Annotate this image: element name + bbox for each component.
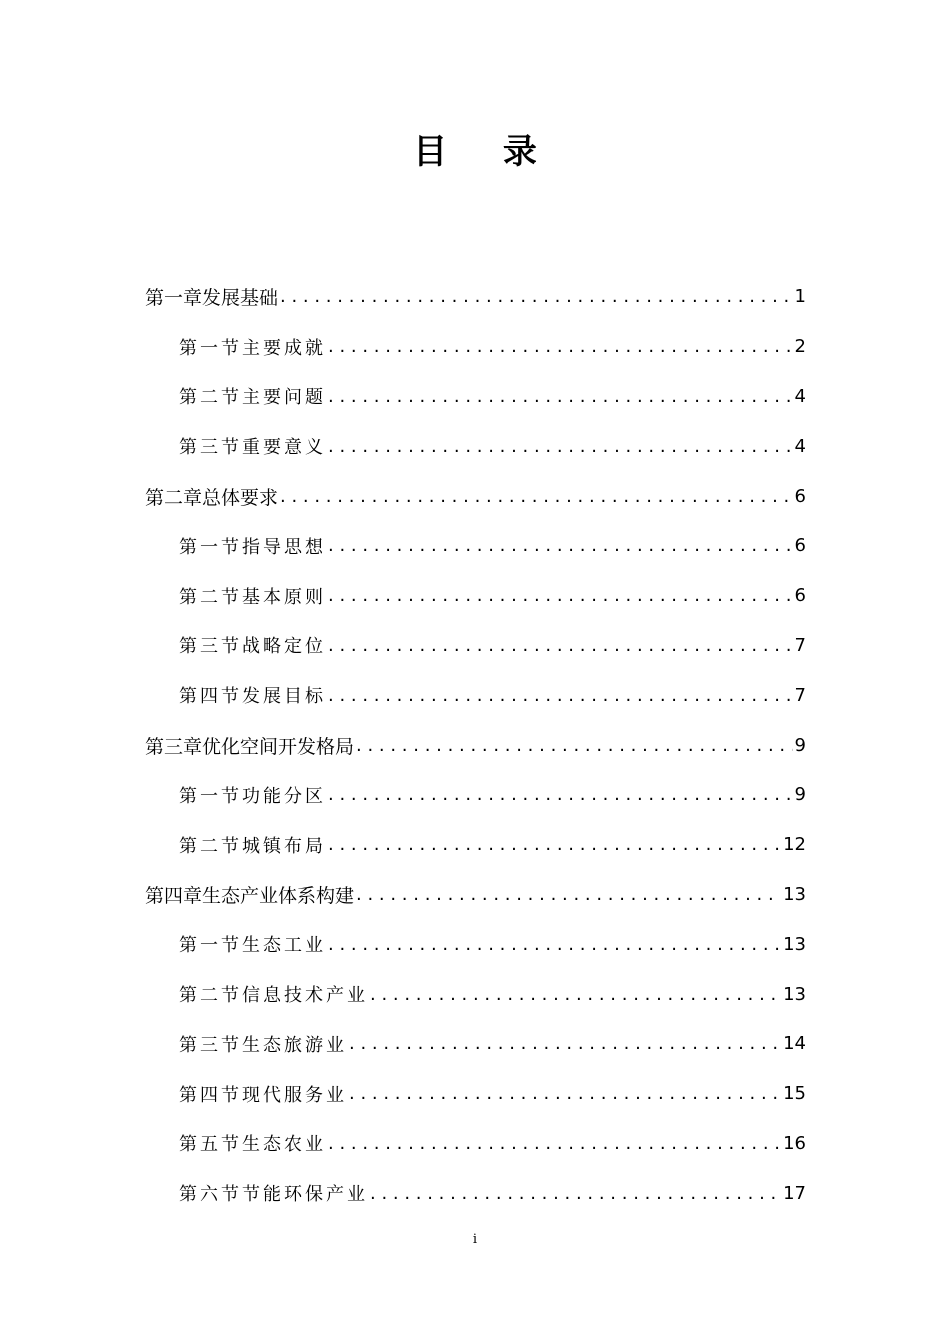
section-number: 第一节: [179, 536, 242, 558]
chapter-title: 发展基础: [202, 287, 279, 310]
toc-section-entry[interactable]: [0, 1069, 806, 1119]
page-number: 14: [783, 1033, 806, 1055]
section-title: 战略定位: [242, 636, 326, 658]
section-title: 基本原则: [242, 586, 326, 608]
toc-section-entry[interactable]: [0, 820, 806, 870]
section-title: 主要问题: [242, 387, 326, 409]
toc-section-entry[interactable]: [0, 1119, 806, 1169]
toc-chapter-entry[interactable]: [0, 471, 806, 521]
toc-section-entry[interactable]: [0, 571, 806, 621]
toc-section-entry[interactable]: [0, 372, 806, 422]
section-number: 第二节: [179, 985, 242, 1007]
dot-leader: [370, 1183, 781, 1204]
chapter-number: 第三章: [145, 735, 203, 758]
toc-section-entry[interactable]: [0, 770, 806, 820]
dot-leader: [328, 834, 781, 855]
dot-leader: [328, 585, 793, 606]
dot-leader: [328, 535, 793, 556]
page-title: 目 录: [413, 132, 559, 172]
toc-section-entry[interactable]: [0, 670, 806, 720]
toc-section-entry[interactable]: [0, 521, 806, 571]
dot-leader: [280, 486, 793, 507]
chapter-number: 第一章: [145, 287, 203, 310]
table-of-contents: [0, 272, 950, 1218]
section-number: 第五节: [179, 1134, 242, 1156]
section-number: 第一节: [179, 785, 242, 807]
toc-section-entry[interactable]: [0, 1019, 806, 1069]
section-number: 第一节: [179, 935, 242, 957]
section-title: 现代服务业: [242, 1084, 347, 1106]
dot-leader: [328, 1133, 781, 1154]
dot-leader: [370, 984, 781, 1005]
chapter-title: 生态产业体系构建: [202, 884, 355, 907]
section-number: 第一节: [179, 337, 242, 359]
section-title: 城镇布局: [242, 835, 326, 857]
section-title: 重要意义: [242, 437, 326, 459]
page-number: 6: [794, 585, 806, 607]
section-number: 第三节: [179, 437, 242, 459]
dot-leader: [328, 386, 793, 407]
section-title: 生态农业: [242, 1134, 326, 1156]
dot-leader: [356, 735, 793, 756]
section-number: 第二节: [179, 835, 242, 857]
toc-chapter-entry[interactable]: [0, 720, 806, 770]
dot-leader: [328, 635, 793, 656]
dot-leader: [328, 685, 793, 706]
section-number: 第四节: [179, 1084, 242, 1106]
toc-section-entry[interactable]: [0, 969, 806, 1019]
page-number: 17: [783, 1182, 806, 1204]
footer-page-number: i: [472, 1232, 478, 1247]
dot-leader: [349, 1033, 781, 1054]
toc-chapter-entry[interactable]: [0, 272, 806, 322]
page-number: 16: [783, 1132, 806, 1154]
dot-leader: [349, 1083, 781, 1104]
chapter-title: 优化空间开发格局: [202, 735, 355, 758]
toc-section-entry[interactable]: [0, 421, 806, 471]
chapter-number: 第四章: [145, 884, 203, 907]
page-number: 13: [783, 983, 806, 1005]
page-number: 9: [794, 734, 806, 756]
page-number: 2: [794, 336, 806, 358]
section-number: 第三节: [179, 636, 242, 658]
toc-section-entry[interactable]: [0, 621, 806, 671]
dot-leader: [328, 784, 793, 805]
page-number: 1: [794, 286, 806, 308]
page-number: 7: [794, 684, 806, 706]
dot-leader: [328, 336, 793, 357]
chapter-title: 总体要求: [202, 486, 279, 509]
page-number: 6: [794, 485, 806, 507]
section-title: 节能环保产业: [242, 1184, 368, 1206]
page-number: 13: [783, 883, 806, 905]
section-title: 发展目标: [242, 686, 326, 708]
page-number: 4: [794, 385, 806, 407]
section-title: 生态工业: [242, 935, 326, 957]
page-number: 6: [794, 535, 806, 557]
toc-section-entry[interactable]: [0, 1168, 806, 1218]
section-title: 信息技术产业: [242, 985, 368, 1007]
section-title: 主要成就: [242, 337, 326, 359]
section-number: 第二节: [179, 387, 242, 409]
page-number: 7: [794, 634, 806, 656]
section-number: 第六节: [179, 1184, 242, 1206]
section-title: 指导思想: [242, 536, 326, 558]
page-number: 12: [783, 834, 806, 856]
page-number: 13: [783, 933, 806, 955]
page-number: 4: [794, 435, 806, 457]
dot-leader: [328, 436, 793, 457]
dot-leader: [280, 286, 793, 307]
section-title: 生态旅游业: [242, 1034, 347, 1056]
section-number: 第二节: [179, 586, 242, 608]
chapter-number: 第二章: [145, 486, 203, 509]
page-number: 9: [794, 784, 806, 806]
section-title: 功能分区: [242, 785, 326, 807]
page-number: 15: [783, 1083, 806, 1105]
toc-section-entry[interactable]: [0, 919, 806, 969]
dot-leader: [328, 934, 781, 955]
dot-leader: [356, 884, 781, 905]
section-number: 第四节: [179, 686, 242, 708]
toc-section-entry[interactable]: [0, 322, 806, 372]
toc-chapter-entry[interactable]: [0, 870, 806, 920]
section-number: 第三节: [179, 1034, 242, 1056]
